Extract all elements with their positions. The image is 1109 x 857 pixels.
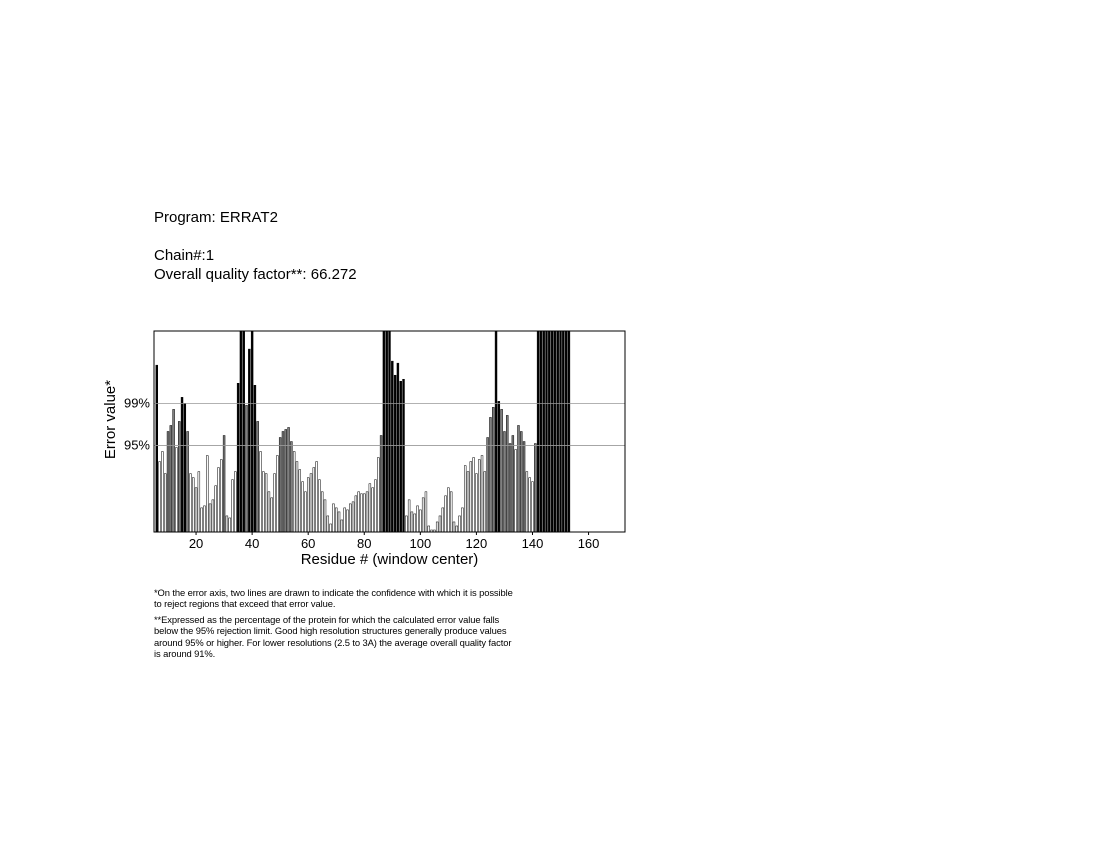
bar <box>304 492 306 532</box>
bar <box>546 331 548 532</box>
bar <box>262 472 264 532</box>
x-tick-label: 100 <box>409 536 432 551</box>
bar <box>206 456 208 532</box>
bar <box>187 432 189 533</box>
bar <box>293 452 295 532</box>
bar <box>248 349 250 532</box>
program-label: Program: ERRAT2 <box>154 209 278 226</box>
bar <box>408 500 410 532</box>
bar <box>332 504 334 532</box>
bar <box>422 498 424 532</box>
bar <box>383 331 385 532</box>
bar <box>178 421 180 532</box>
bar <box>156 365 158 532</box>
bar <box>204 506 206 532</box>
bar <box>352 502 354 532</box>
bar <box>274 474 276 532</box>
bar <box>246 405 248 532</box>
bar <box>327 516 329 532</box>
bar <box>532 482 534 532</box>
bar <box>467 472 469 532</box>
bar <box>560 331 562 532</box>
bar <box>509 444 511 532</box>
bar <box>445 496 447 532</box>
bar <box>338 512 340 532</box>
bar <box>394 375 396 532</box>
bar <box>173 409 175 532</box>
bar <box>475 474 477 532</box>
x-tick-label: 160 <box>577 536 600 551</box>
bar <box>417 506 419 532</box>
bar <box>568 331 570 532</box>
bar <box>209 504 211 532</box>
bar <box>481 456 483 532</box>
bar <box>349 504 351 532</box>
bar <box>375 480 377 532</box>
bar <box>464 466 466 532</box>
bar <box>358 492 360 532</box>
bar <box>554 331 556 532</box>
bar <box>192 478 194 532</box>
bar <box>414 514 416 532</box>
bar <box>369 484 371 532</box>
bar <box>389 331 391 532</box>
bar <box>557 331 559 532</box>
bar <box>243 331 245 532</box>
bar <box>223 436 225 532</box>
bar <box>290 442 292 532</box>
reference-label-0: 95% <box>123 437 150 453</box>
bar <box>321 492 323 532</box>
bar <box>518 425 520 532</box>
bar <box>254 385 256 532</box>
bar <box>276 456 278 532</box>
bar <box>503 432 505 533</box>
bar <box>279 438 281 532</box>
bar <box>537 331 539 532</box>
bar <box>484 472 486 532</box>
bar <box>459 516 461 532</box>
bar <box>296 462 298 532</box>
bar <box>299 470 301 532</box>
bar <box>198 472 200 532</box>
bar <box>523 442 525 532</box>
bar <box>265 474 267 532</box>
bar <box>512 436 514 532</box>
bar <box>456 526 458 532</box>
bar <box>487 438 489 532</box>
bar <box>184 403 186 532</box>
bar <box>403 379 405 532</box>
bar <box>461 508 463 532</box>
bar <box>167 432 169 533</box>
bar <box>492 407 494 532</box>
x-ticks <box>189 532 600 551</box>
bar <box>229 518 231 532</box>
footnote-quality: **Expressed as the percentage of the protein for which the calculated error value falls below the 95% rejection limit. Good high resolution structures generally produce values around 95% or higher. For lower resolutions (2.5 to 3A) the average overall quality factor is around 91%. <box>154 614 512 659</box>
bar <box>425 492 427 532</box>
bar <box>175 448 177 532</box>
bar <box>439 516 441 532</box>
bar <box>226 516 228 532</box>
x-tick-label: 140 <box>521 536 544 551</box>
bar <box>543 331 545 532</box>
bar <box>313 468 315 532</box>
bar <box>240 331 242 532</box>
bar <box>565 331 567 532</box>
bar <box>189 474 191 532</box>
bar <box>562 331 564 532</box>
bar <box>498 401 500 532</box>
bar <box>473 458 475 532</box>
bar <box>363 494 365 532</box>
footnote-confidence: *On the error axis, two lines are drawn to indicate the confidence with which it is possible to reject regions that exceed that error value. <box>154 587 513 610</box>
bar <box>341 520 343 532</box>
bar <box>302 482 304 532</box>
bar <box>386 331 388 532</box>
bar <box>285 429 287 532</box>
bar <box>271 498 273 532</box>
bar <box>411 512 413 532</box>
bar <box>506 415 508 532</box>
bar <box>380 436 382 532</box>
bar <box>288 427 290 532</box>
bars-group <box>156 331 570 532</box>
bar <box>251 331 253 532</box>
bar <box>170 425 172 532</box>
x-tick-label: 120 <box>465 536 488 551</box>
bar <box>397 363 399 532</box>
bar <box>453 522 455 532</box>
bar <box>377 458 379 532</box>
bar <box>232 480 234 532</box>
quality-factor-label: Overall quality factor**: 66.272 <box>154 266 357 283</box>
bar <box>161 452 163 532</box>
bar <box>361 494 363 532</box>
bar <box>307 478 309 532</box>
x-tick-label: 20 <box>188 536 204 551</box>
bar <box>419 510 421 532</box>
bar <box>447 488 449 532</box>
reference-label-1: 99% <box>123 395 150 411</box>
bar <box>372 488 374 532</box>
bar <box>164 474 166 532</box>
bar <box>526 472 528 532</box>
bar <box>324 500 326 532</box>
bar <box>220 460 222 532</box>
bar <box>212 500 214 532</box>
x-axis-label: Residue # (window center) <box>300 551 479 568</box>
bar <box>316 462 318 532</box>
chain-label: Chain#:1 <box>154 247 215 264</box>
bar <box>501 409 503 532</box>
bar <box>234 472 236 532</box>
bar <box>428 526 430 532</box>
bar <box>405 516 407 532</box>
bar <box>495 331 497 532</box>
x-tick-label: 40 <box>244 536 260 551</box>
bar <box>442 508 444 532</box>
bar <box>515 450 517 532</box>
bar <box>551 331 553 532</box>
bar <box>450 492 452 532</box>
bar <box>257 421 259 532</box>
bar <box>529 478 531 532</box>
bar <box>534 444 536 532</box>
bar <box>540 331 542 532</box>
bar <box>282 432 284 533</box>
bar <box>355 496 357 532</box>
bar <box>478 460 480 532</box>
bar <box>218 468 220 532</box>
y-axis-label: Error value* <box>102 379 119 460</box>
x-tick-label: 80 <box>357 536 372 551</box>
bar <box>159 462 161 532</box>
bar <box>335 508 337 532</box>
bar <box>548 331 550 532</box>
x-tick-label: 60 <box>300 536 316 551</box>
bar <box>346 510 348 532</box>
errat-chart <box>95 322 635 572</box>
bar <box>195 488 197 532</box>
bar <box>391 361 393 532</box>
bar <box>201 508 203 532</box>
bar <box>344 508 346 532</box>
bar <box>260 452 262 532</box>
bar <box>366 492 368 532</box>
bar <box>268 492 270 532</box>
bar <box>215 486 217 532</box>
bar <box>400 381 402 532</box>
bar <box>489 417 491 532</box>
bar <box>181 397 183 532</box>
bar <box>330 524 332 532</box>
bar <box>520 432 522 533</box>
bar <box>237 383 239 532</box>
bar <box>310 474 312 532</box>
bar <box>470 462 472 532</box>
bar <box>436 522 438 532</box>
bar <box>318 480 320 532</box>
